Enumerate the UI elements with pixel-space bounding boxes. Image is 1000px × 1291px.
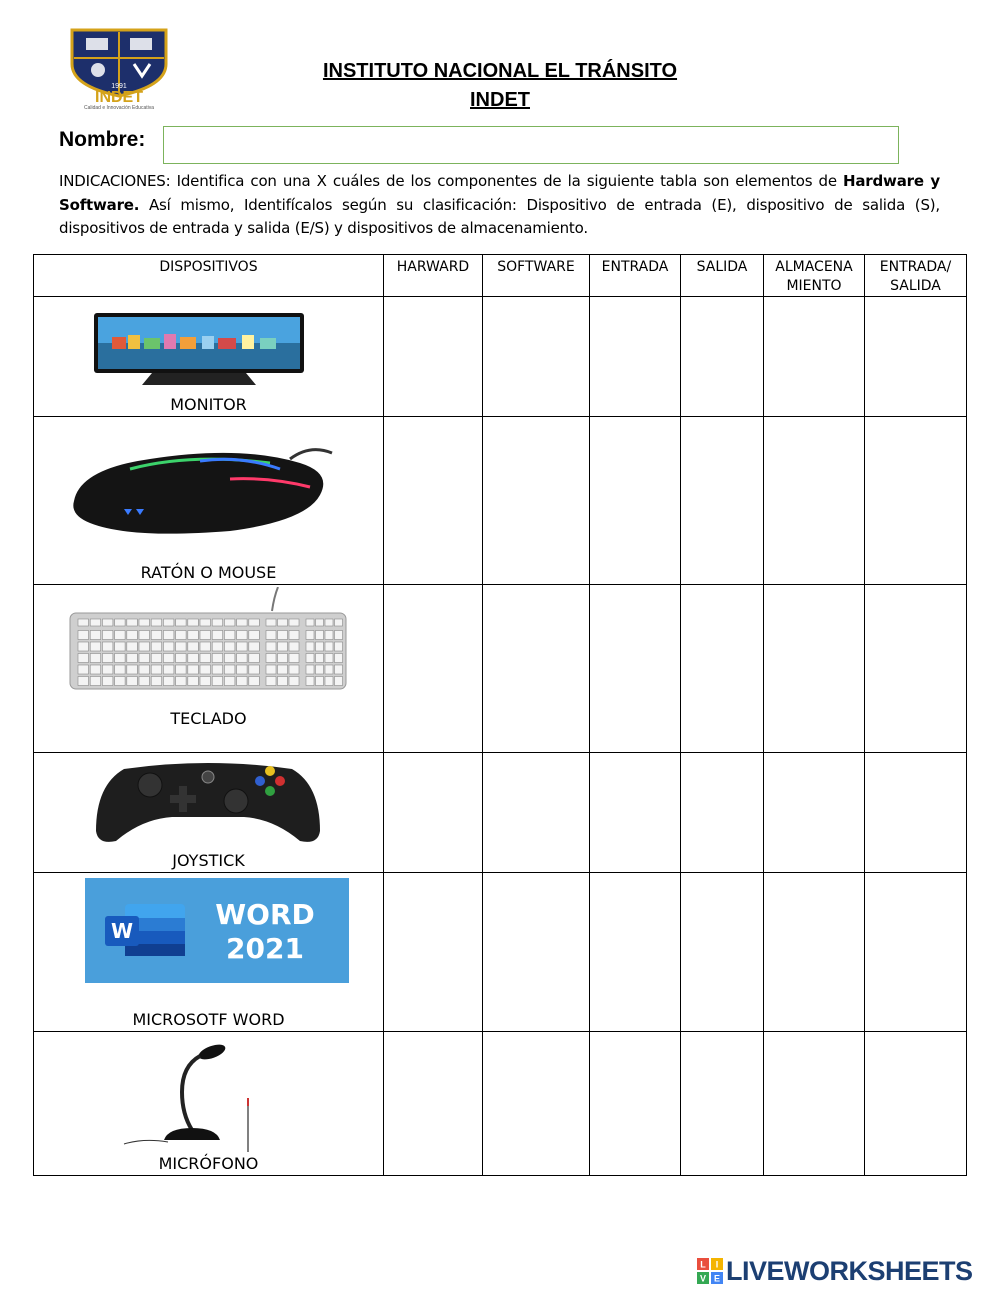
- mouse-image: [70, 439, 334, 539]
- keyboard-key: [139, 619, 150, 626]
- keyboard-key: [224, 631, 235, 640]
- header-io-line2: SALIDA: [890, 278, 941, 294]
- keyboard-key: [90, 665, 101, 674]
- keyboard-key: [139, 654, 150, 663]
- cell-word-io[interactable]: [865, 873, 967, 1032]
- keyboard-key: [325, 677, 333, 686]
- name-input[interactable]: [163, 126, 899, 164]
- cell-monitor-input[interactable]: [590, 297, 681, 417]
- keyboard-key: [249, 654, 259, 663]
- keyboard-key: [188, 665, 199, 674]
- keyboard-key: [127, 619, 138, 626]
- keyboard-key: [316, 642, 324, 651]
- keyboard-key: [278, 619, 288, 626]
- instructions-bold: Hardware y Software.: [59, 172, 940, 214]
- keyboard-key: [151, 631, 162, 640]
- keyboard-key: [102, 631, 113, 640]
- svg-text:1991: 1991: [111, 83, 127, 90]
- cell-keyboard-output[interactable]: [681, 585, 764, 753]
- keyboard-key: [224, 665, 235, 674]
- keyboard-key: [115, 677, 126, 686]
- keyboard-key: [78, 654, 89, 663]
- keyboard-key: [249, 665, 259, 674]
- keyboard-key: [224, 654, 235, 663]
- keyboard-key: [289, 642, 299, 651]
- device-cell-keyboard: [34, 585, 384, 753]
- keyboard-key: [115, 631, 126, 640]
- cell-microphone-input[interactable]: [590, 1032, 681, 1176]
- keyboard-key: [188, 654, 199, 663]
- keyboard-key: [163, 619, 174, 626]
- header-input: ENTRADA: [590, 255, 681, 297]
- header-storage: [764, 255, 865, 297]
- name-label: Nombre:: [59, 128, 146, 151]
- keyboard-key: [266, 665, 276, 674]
- keyboard-key: [306, 642, 314, 651]
- keyboard-key: [176, 654, 187, 663]
- cell-word-storage[interactable]: [764, 873, 865, 1032]
- keyboard-key: [266, 642, 276, 651]
- keyboard-key: [335, 631, 343, 640]
- keyboard-key: [139, 665, 150, 674]
- keyboard-key: [200, 631, 211, 640]
- table-row: [34, 753, 967, 873]
- keyboard-key: [212, 631, 223, 640]
- cell-joystick-hardware[interactable]: [384, 753, 483, 873]
- cell-keyboard-io[interactable]: [865, 585, 967, 753]
- keyboard-key: [90, 654, 101, 663]
- cell-word-hardware[interactable]: [384, 873, 483, 1032]
- cell-keyboard-input[interactable]: [590, 585, 681, 753]
- indet-logo: [62, 24, 176, 110]
- keyboard-key: [115, 619, 126, 626]
- keyboard-image: [68, 587, 348, 691]
- svg-text:2021: 2021: [226, 932, 304, 965]
- keyboard-key: [102, 642, 113, 651]
- cell-microphone-output[interactable]: [681, 1032, 764, 1176]
- cell-monitor-software[interactable]: [483, 297, 590, 417]
- keyboard-key: [127, 677, 138, 686]
- keyboard-key: [78, 665, 89, 674]
- keyboard-key: [163, 654, 174, 663]
- cell-word-output[interactable]: [681, 873, 764, 1032]
- word-logo-image: [85, 878, 349, 983]
- keyboard-key: [306, 677, 314, 686]
- keyboard-key: [127, 665, 138, 674]
- monitor-image: [92, 311, 306, 389]
- cell-monitor-io[interactable]: [865, 297, 967, 417]
- keyboard-key: [151, 665, 162, 674]
- table-row: [34, 873, 967, 1032]
- device-label-microphone: MICRÓFONO: [158, 1154, 259, 1173]
- device-label-joystick: JOYSTICK: [172, 851, 245, 870]
- classification-table: [33, 254, 967, 1176]
- keyboard-key: [266, 654, 276, 663]
- device-cell-mouse: [34, 417, 384, 585]
- device-label-word: MICROSOTF WORD: [132, 1010, 285, 1029]
- keyboard-key: [176, 642, 187, 651]
- keyboard-key: [306, 631, 314, 640]
- table-row: [34, 1032, 967, 1176]
- keyboard-key: [151, 642, 162, 651]
- keyboard-key: [78, 642, 89, 651]
- device-label-keyboard: TECLADO: [170, 709, 247, 728]
- keyboard-key: [78, 677, 89, 686]
- cell-mouse-output[interactable]: [681, 417, 764, 585]
- cell-microphone-software[interactable]: [483, 1032, 590, 1176]
- keyboard-key: [325, 619, 333, 626]
- keyboard-key: [127, 654, 138, 663]
- cell-word-software[interactable]: [483, 873, 590, 1032]
- cell-keyboard-software[interactable]: [483, 585, 590, 753]
- keyboard-key: [90, 677, 101, 686]
- keyboard-key: [212, 654, 223, 663]
- header-storage-line1: ALMACENA: [775, 259, 853, 275]
- keyboard-key: [163, 665, 174, 674]
- cell-joystick-input[interactable]: [590, 753, 681, 873]
- cell-monitor-hardware[interactable]: [384, 297, 483, 417]
- keyboard-key: [335, 654, 343, 663]
- keyboard-key: [163, 642, 174, 651]
- cell-keyboard-hardware[interactable]: [384, 585, 483, 753]
- institution-title: INSTITUTO NACIONAL EL TRÁNSITO: [322, 60, 678, 82]
- keyboard-key: [151, 619, 162, 626]
- device-cell-joystick: [34, 753, 384, 873]
- keyboard-key: [237, 642, 248, 651]
- keyboard-key: [278, 665, 288, 674]
- keyboard-key: [200, 619, 211, 626]
- keyboard-key: [316, 631, 324, 640]
- keyboard-key: [90, 642, 101, 651]
- cell-word-input[interactable]: [590, 873, 681, 1032]
- keyboard-key: [163, 631, 174, 640]
- svg-text:L: L: [700, 1259, 706, 1270]
- keyboard-key: [237, 677, 248, 686]
- keyboard-key: [335, 619, 343, 626]
- header-hardware: HARWARD: [384, 255, 483, 297]
- keyboard-key: [188, 642, 199, 651]
- keyboard-key: [325, 631, 333, 640]
- keyboard-key: [188, 619, 199, 626]
- keyboard-key: [224, 677, 235, 686]
- header-io-line1: ENTRADA/: [879, 259, 952, 275]
- keyboard-key: [115, 642, 126, 651]
- header-software: SOFTWARE: [483, 255, 590, 297]
- keyboard-key: [278, 631, 288, 640]
- keyboard-key: [289, 619, 299, 626]
- keyboard-key: [139, 677, 150, 686]
- keyboard-key: [325, 654, 333, 663]
- instructions: [59, 170, 940, 241]
- liveworksheets-icon: [697, 1258, 723, 1284]
- cell-microphone-storage[interactable]: [764, 1032, 865, 1176]
- keyboard-key: [212, 619, 223, 626]
- keyboard-key: [289, 677, 299, 686]
- joystick-image: [94, 755, 322, 845]
- keyboard-key: [266, 619, 276, 626]
- keyboard-key: [188, 631, 199, 640]
- svg-text:V: V: [699, 1273, 707, 1284]
- device-label-mouse: RATÓN O MOUSE: [140, 563, 277, 582]
- instructions-part2: Así mismo, Identifícalos según su clasificación: Dispositivo de entrada (E), dispositivo de salida (S), dispositivos de entrada y salida (E/S) y dispositivos de almacenamiento.: [59, 195, 940, 237]
- keyboard-key: [224, 619, 235, 626]
- keyboard-key: [200, 642, 211, 651]
- keyboard-key: [249, 619, 259, 626]
- keyboard-key: [127, 631, 138, 640]
- keyboard-key: [335, 665, 343, 674]
- keyboard-key: [278, 642, 288, 651]
- cell-keyboard-storage[interactable]: [764, 585, 865, 753]
- keyboard-key: [200, 677, 211, 686]
- keyboard-key: [78, 631, 89, 640]
- keyboard-key: [237, 654, 248, 663]
- cell-mouse-io[interactable]: [865, 417, 967, 585]
- keyboard-key: [237, 665, 248, 674]
- keyboard-key: [325, 665, 333, 674]
- keyboard-key: [102, 677, 113, 686]
- cell-monitor-output[interactable]: [681, 297, 764, 417]
- keyboard-key: [102, 654, 113, 663]
- keyboard-key: [249, 677, 259, 686]
- keyboard-key: [151, 654, 162, 663]
- keyboard-key: [316, 654, 324, 663]
- keyboard-key: [188, 677, 199, 686]
- keyboard-key: [237, 619, 248, 626]
- keyboard-key: [212, 642, 223, 651]
- svg-text:Calidad e Innovación Educativa: Calidad e Innovación Educativa: [83, 105, 155, 110]
- table-header-row: [34, 255, 967, 297]
- header-io: [865, 255, 967, 297]
- cell-mouse-hardware[interactable]: [384, 417, 483, 585]
- cell-microphone-hardware[interactable]: [384, 1032, 483, 1176]
- keyboard-key: [249, 631, 259, 640]
- cell-joystick-output[interactable]: [681, 753, 764, 873]
- device-cell-monitor: [34, 297, 384, 417]
- keyboard-key: [289, 665, 299, 674]
- svg-text:INDET: INDET: [95, 89, 143, 106]
- cell-mouse-software[interactable]: [483, 417, 590, 585]
- keyboard-key: [224, 642, 235, 651]
- keyboard-key: [139, 631, 150, 640]
- keyboard-key: [278, 654, 288, 663]
- keyboard-key: [78, 619, 89, 626]
- keyboard-key: [139, 642, 150, 651]
- keyboard-key: [212, 665, 223, 674]
- keyboard-key: [90, 619, 101, 626]
- table-row: [34, 417, 967, 585]
- keyboard-key: [249, 642, 259, 651]
- institution-subtitle: INDET: [470, 89, 530, 111]
- keyboard-key: [90, 631, 101, 640]
- keyboard-key: [316, 619, 324, 626]
- keyboard-key: [316, 665, 324, 674]
- keyboard-key: [176, 665, 187, 674]
- cell-joystick-storage[interactable]: [764, 753, 865, 873]
- keyboard-key: [115, 654, 126, 663]
- keyboard-key: [306, 654, 314, 663]
- device-cell-word: [34, 873, 384, 1032]
- keyboard-key: [335, 642, 343, 651]
- keyboard-key: [200, 665, 211, 674]
- keyboard-key: [212, 677, 223, 686]
- keyboard-key: [325, 642, 333, 651]
- table-row: [34, 297, 967, 417]
- liveworksheets-brand: LIVEWORKSHEETS: [726, 1255, 973, 1286]
- keyboard-key: [102, 665, 113, 674]
- keyboard-key: [176, 631, 187, 640]
- keyboard-key: [237, 631, 248, 640]
- table-row: [34, 585, 967, 753]
- keyboard-key: [335, 677, 343, 686]
- liveworksheets-footer[interactable]: [697, 1256, 973, 1286]
- keyboard-key: [316, 677, 324, 686]
- microphone-image: [120, 1042, 260, 1154]
- header-storage-line2: MIENTO: [786, 278, 842, 294]
- cell-mouse-input[interactable]: [590, 417, 681, 585]
- keyboard-key: [176, 677, 187, 686]
- cell-mouse-storage[interactable]: [764, 417, 865, 585]
- svg-text:I: I: [715, 1259, 719, 1270]
- keyboard-key: [151, 677, 162, 686]
- keyboard-key: [306, 619, 314, 626]
- keyboard-key: [102, 619, 113, 626]
- device-label-monitor: MONITOR: [170, 395, 247, 414]
- cell-microphone-io[interactable]: [865, 1032, 967, 1176]
- header-output: SALIDA: [681, 255, 764, 297]
- keyboard-key: [163, 677, 174, 686]
- cell-monitor-storage[interactable]: [764, 297, 865, 417]
- keyboard-key: [127, 642, 138, 651]
- header-devices: DISPOSITIVOS: [34, 255, 384, 297]
- cell-joystick-software[interactable]: [483, 753, 590, 873]
- device-cell-microphone: [34, 1032, 384, 1176]
- cell-joystick-io[interactable]: [865, 753, 967, 873]
- keyboard-key: [200, 654, 211, 663]
- svg-text:WORD: WORD: [215, 898, 315, 931]
- keyboard-key: [289, 654, 299, 663]
- keyboard-key: [306, 665, 314, 674]
- keyboard-key: [266, 677, 276, 686]
- keyboard-key: [278, 677, 288, 686]
- instructions-part1: INDICACIONES: Identifica con una X cuáles de los componentes de la siguiente tabla son elementos de: [59, 172, 844, 190]
- keyboard-key: [266, 631, 276, 640]
- keyboard-key: [176, 619, 187, 626]
- svg-text:E: E: [713, 1273, 721, 1284]
- keyboard-key: [289, 631, 299, 640]
- svg-text:W: W: [110, 919, 134, 943]
- keyboard-key: [115, 665, 126, 674]
